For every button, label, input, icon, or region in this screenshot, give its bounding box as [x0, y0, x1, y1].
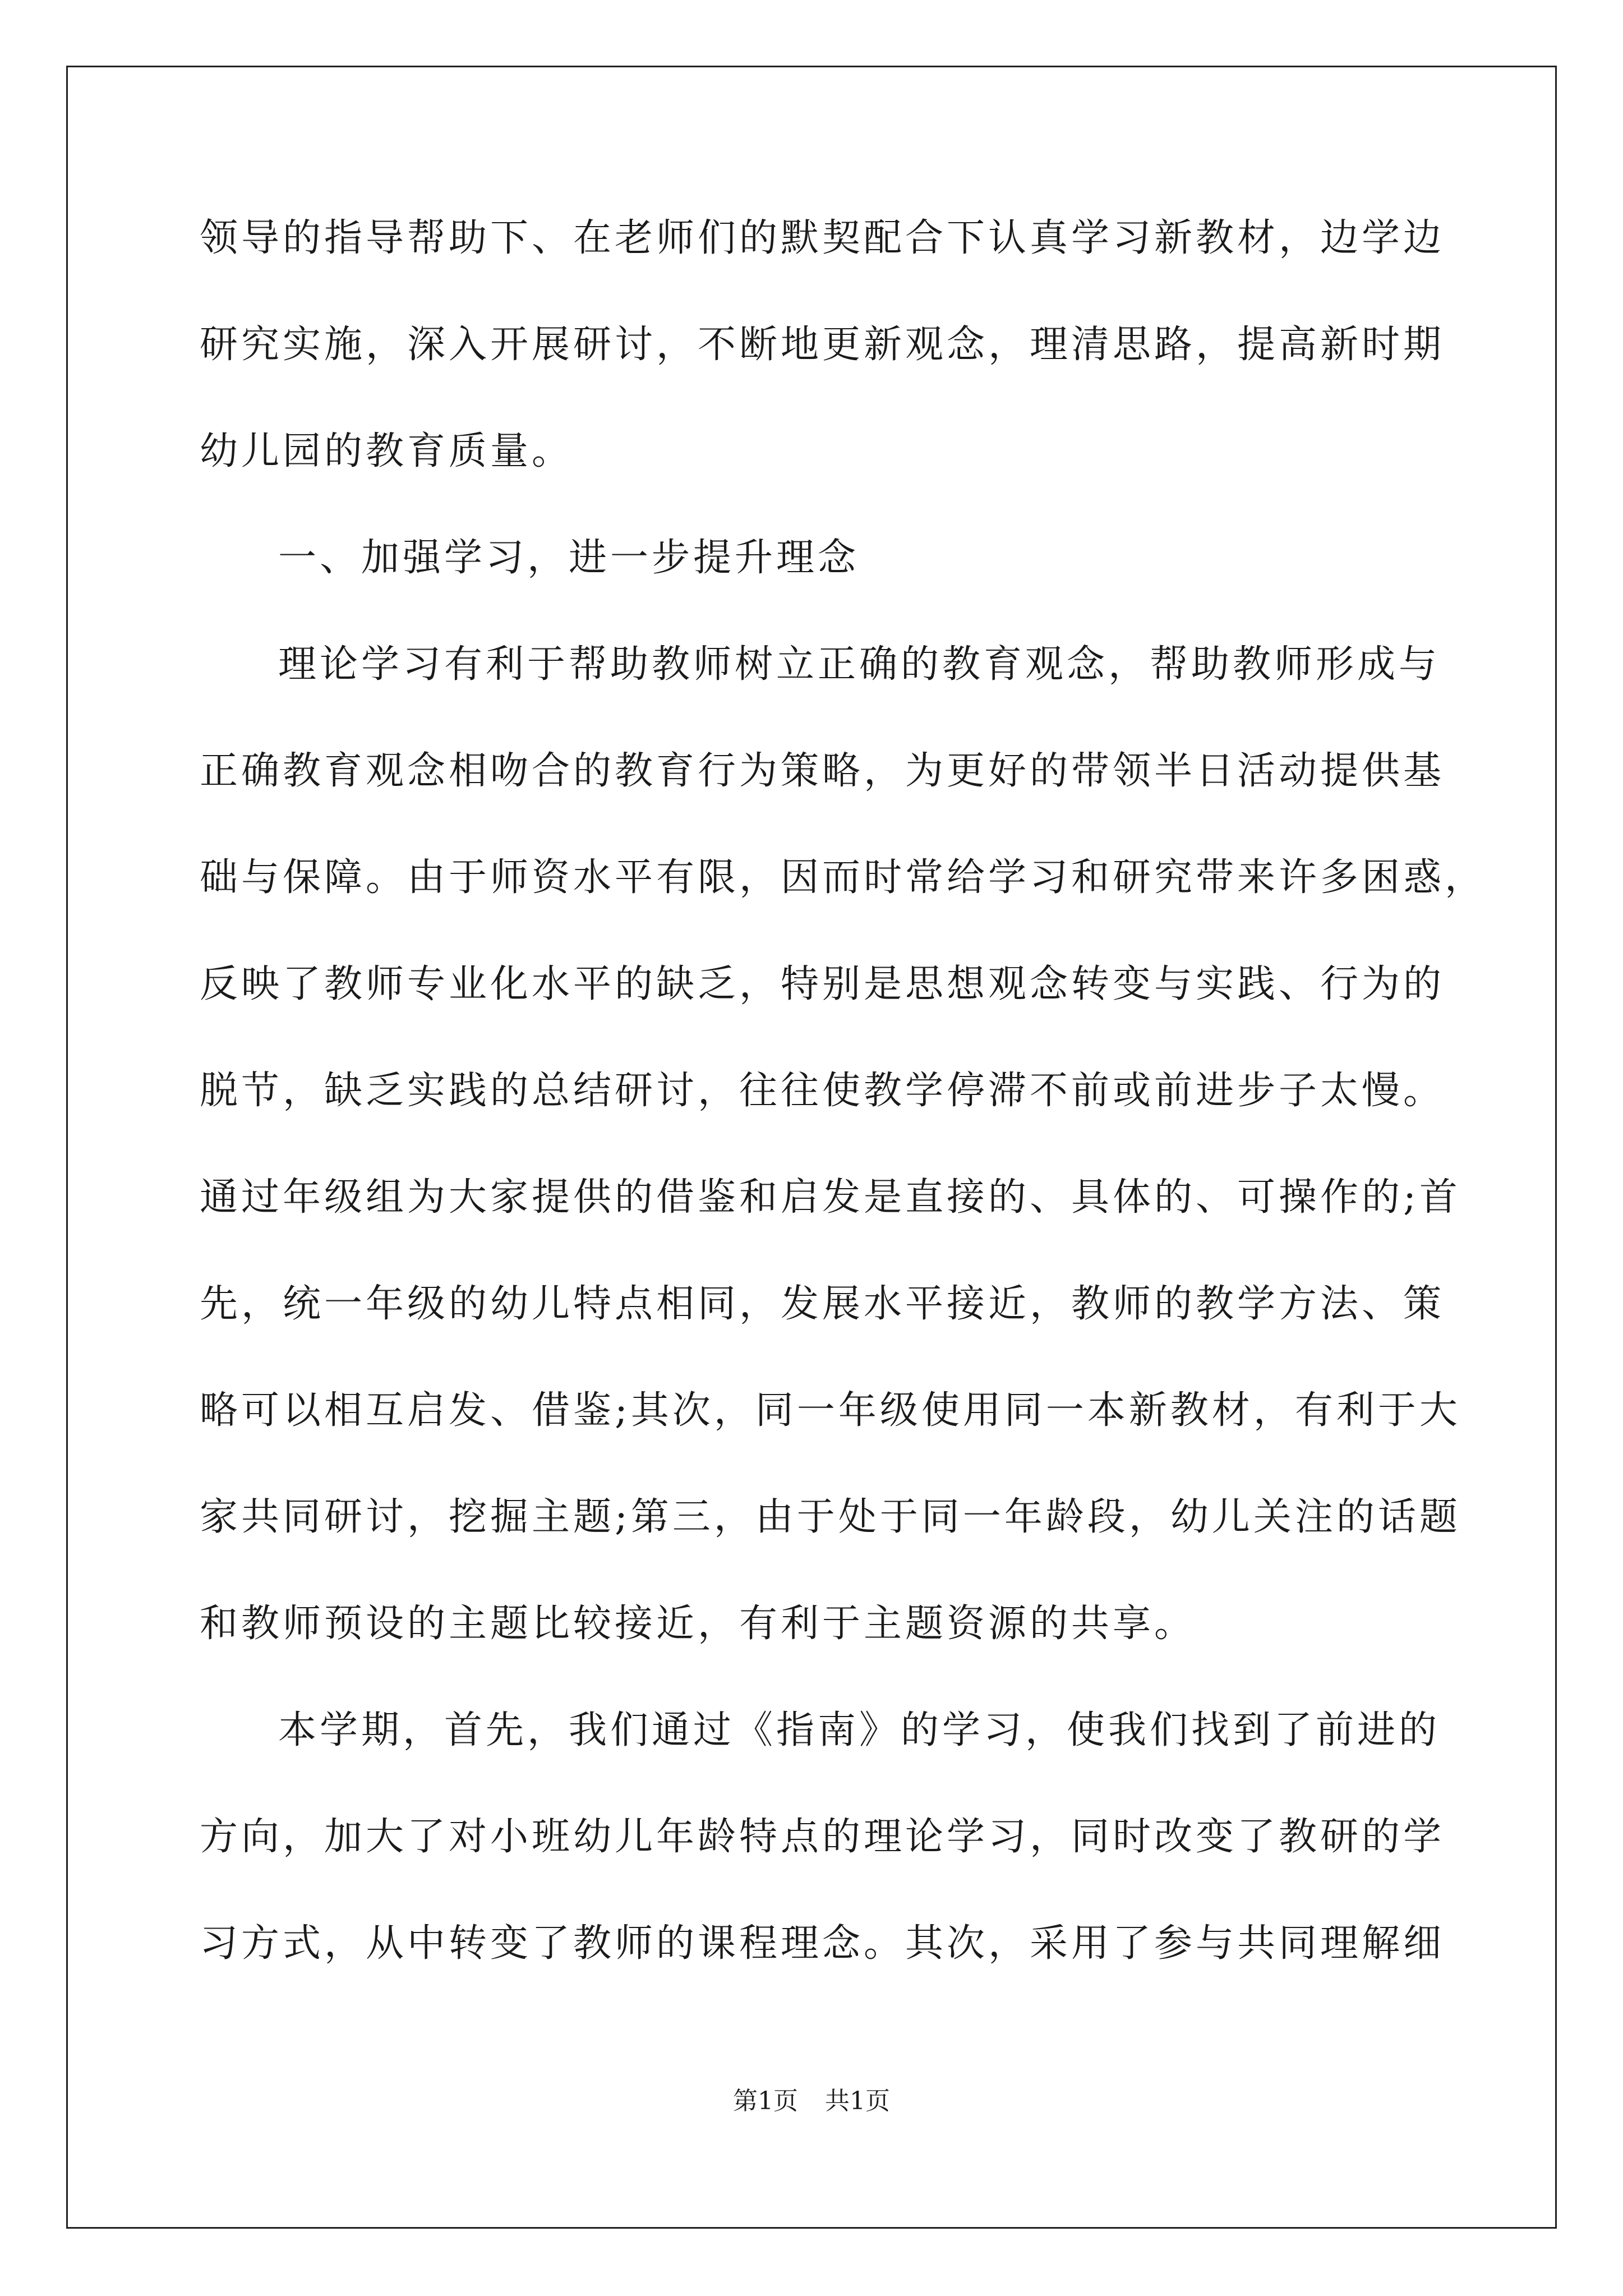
text-line: 和教师预设的主题比较接近，有利于主题资源的共享。 [200, 1602, 1196, 1646]
text-line: 正确教育观念相吻合的教育行为策略，为更好的带领半日活动提供基 [200, 749, 1445, 793]
text-line: 理论学习有利于帮助教师树立正确的教育观念，帮助教师形成与 [278, 642, 1441, 687]
text-line: 本学期，首先，我们通过《指南》的学习，使我们找到了前进的 [278, 1708, 1441, 1752]
text-line: 脱节，缺乏实践的总结研讨，往往使教学停滞不前或前进步子太慢。 [200, 1069, 1445, 1113]
text-line: 家共同研讨，挖掘主题;第三，由于处于同一年龄段，幼儿关注的话题 [200, 1495, 1461, 1539]
text-line: 础与保障。由于师资水平有限，因而时常给学习和研究带来许多困惑， [200, 855, 1487, 900]
page-total: 共1页 [825, 2087, 890, 2115]
text-line: 习方式，从中转变了教师的课程理念。其次，采用了参与共同理解细 [200, 1921, 1445, 1966]
text-line: 通过年级组为大家提供的借鉴和启发是直接的、具体的、可操作的;首 [200, 1175, 1461, 1220]
page-footer [0, 2086, 1623, 2117]
text-line: 反映了教师专业化水平的缺乏，特别是思想观念转变与实践、行为的 [200, 962, 1445, 1006]
text-line: 研究实施，深入开展研讨，不断地更新观念，理清思路，提高新时期 [200, 323, 1445, 367]
document-body [200, 209, 1487, 1973]
section-heading: 一、加强学习，进一步提升理念 [278, 536, 860, 580]
text-line: 略可以相互启发、借鉴;其次，同一年级使用同一本新教材，有利于大 [200, 1388, 1461, 1433]
text-line: 先，统一年级的幼儿特点相同，发展水平接近，教师的教学方法、策 [200, 1282, 1445, 1326]
text-line: 领导的指导帮助下、在老师们的默契配合下认真学习新教材，边学边 [200, 216, 1445, 260]
text-line: 幼儿园的教育质量。 [200, 429, 574, 473]
text-line: 方向，加大了对小班幼儿年龄特点的理论学习，同时改变了教研的学 [200, 1815, 1445, 1859]
page-number: 第1页 [733, 2087, 798, 2115]
